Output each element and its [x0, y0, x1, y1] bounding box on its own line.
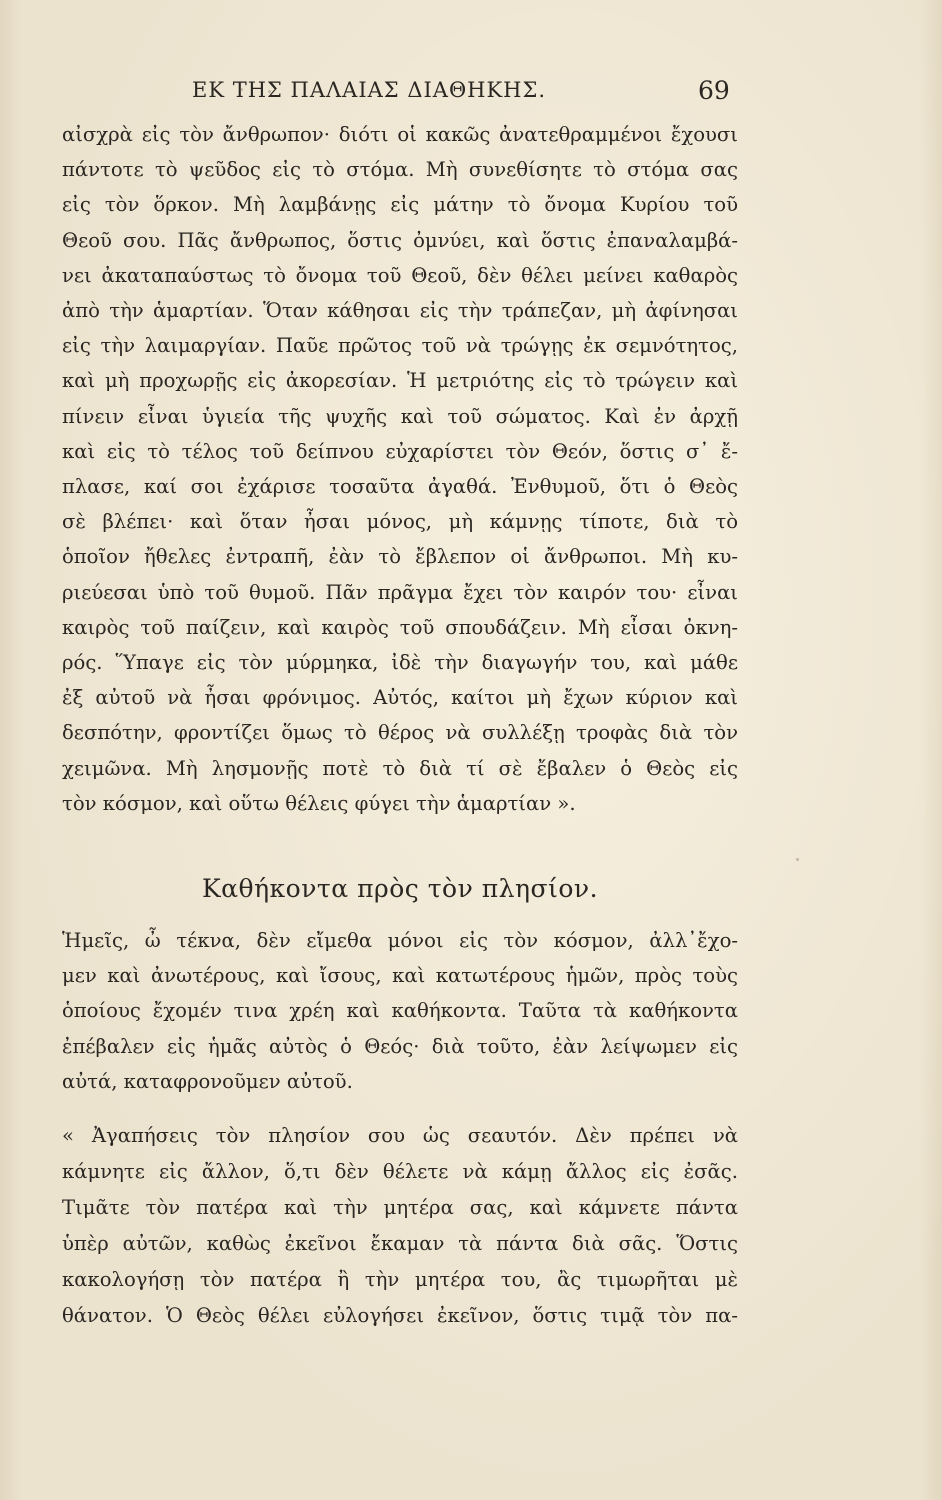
text-line: κακολογήσῃ τὸν πατέρα ἢ τὴν μητέρα του, ἂς τιμωρῆται μὲ — [62, 1268, 738, 1291]
text-line: ἐξ αὐτοῦ νὰ ἦσαι φρόνιμος. Αὐτός, καίτοι μὴ ἔχων κύριον καὶ — [62, 686, 738, 710]
paper-speck — [560, 420, 563, 423]
text-line: καὶ μὴ προχωρῇς εἰς ἀκορεσίαν. Ἡ μετριότης εἰς τὸ τρώγειν καὶ — [62, 369, 738, 393]
text-line: χειμῶνα. Μὴ λησμονῇς ποτὲ τὸ διὰ τί σὲ ἔβαλεν ὁ Θεὸς εἰς — [62, 756, 738, 780]
text-line: εἰς τὴν λαιμαργίαν. Παῦε πρῶτος τοῦ νὰ τρώγῃς ἐκ σεμνότητος, — [62, 334, 738, 358]
text-line: Ἡμεῖς, ὦ τέκνα, δὲν εἴμεθα μόνοι εἰς τὸν κόσμον, ἀλλ᾽ἔχο- — [62, 929, 738, 952]
text-line: ρός. Ὕπαγε εἰς τὸν μύρμηκα, ἰδὲ τὴν διαγωγήν του, καὶ μάθε — [62, 651, 738, 674]
section-heading-block — [62, 874, 738, 914]
text-line: μεν καὶ ἀνωτέρους, καὶ ἴσους, καὶ κατωτέρους ἡμῶν, πρὸς τοὺς — [62, 964, 738, 988]
text-line: θάνατον. Ὁ Θεὸς θέλει εὐλογήσει ἐκεῖνον, ὅστις τιμᾷ τὸν πα- — [62, 1304, 738, 1327]
running-title: ΕΚ ΤΗΣ ΠΑΛΑΙΑΣ ΔΙΑΘΗΚΗΣ. — [192, 78, 547, 102]
page-header — [62, 78, 742, 108]
text-line: καιρὸς τοῦ παίζειν, καὶ καιρὸς τοῦ σπουδάζειν. Μὴ εἶσαι ὀκνη- — [62, 615, 738, 639]
text-line: εἰς τὸν ὅρκον. Μὴ λαμβάνῃς εἰς μάτην τὸ ὄνομα Κυρίου τοῦ — [62, 193, 738, 217]
text-line: ὑπὲρ αὐτῶν, καθὼς ἐκεῖνοι ἔκαμαν τὰ πάντα διὰ σᾶς. Ὅστις — [62, 1232, 738, 1255]
text-line: πάντοτε τὸ ψεῦδος εἰς τὸ στόμα. Μὴ συνεθίσητε τὸ στόμα σας — [62, 158, 738, 182]
text-line: Θεοῦ σου. Πᾶς ἄνθρωπος, ὅστις ὀμνύει, καὶ ὅστις ἐπαναλαμβά- — [62, 228, 738, 252]
text-line: πλασε, καί σοι ἐχάρισε τοσαῦτα ἀγαθά. Ἐνθυμοῦ, ὅτι ὁ Θεὸς — [62, 475, 738, 498]
paper-speck — [268, 90, 271, 93]
text-line: ἐπέβαλεν εἰς ἡμᾶς αὐτὸς ὁ Θεός· διὰ τοῦτο, ἐὰν λείψωμεν εἰς — [62, 1034, 738, 1058]
text-line: ὁποῖον ἤθελες ἐντραπῆ, ἐὰν τὸ ἔβλεπον οἱ ἄνθρωποι. Μὴ κυ- — [62, 545, 738, 569]
text-line: κάμνητε εἰς ἄλλον, ὅ,τι δὲν θέλετε νὰ κάμῃ ἄλλος εἰς ἐσᾶς. — [62, 1160, 738, 1183]
text-line: πίνειν εἶναι ὑγιεία τῆς ψυχῆς καὶ τοῦ σώματος. Καὶ ἐν ἀρχῇ — [62, 404, 738, 428]
text-line: δεσπότην, φροντίζει ὅμως τὸ θέρος νὰ συλλέξῃ τροφὰς διὰ τὸν — [62, 721, 738, 745]
text-line: καὶ εἰς τὸ τέλος τοῦ δείπνου εὐχαρίστει τὸν Θεόν, ὅστις σ᾽ ἔ- — [62, 439, 738, 463]
page-number: 69 — [698, 76, 730, 105]
text-line: αὐτά, καταφρονοῦμεν αὐτοῦ. — [62, 1069, 353, 1093]
section-heading: Καθήκοντα πρὸς τὸν πλησίον. — [201, 874, 599, 903]
text-line: « Ἀγαπήσεις τὸν πλησίον σου ὡς σεαυτόν. Δὲν πρέπει νὰ — [62, 1124, 738, 1147]
text-line: ριεύεσαι ὑπὸ τοῦ θυμοῦ. Πᾶν πρᾶγμα ἔχει τὸν καιρόν του· εἶναι — [62, 580, 738, 604]
text-line: σὲ βλέπει· καὶ ὅταν ἦσαι μόνος, μὴ κάμνῃς τίποτε, διὰ τὸ — [62, 510, 738, 534]
paper-speck — [240, 88, 243, 91]
text-line: νει ἀκαταπαύστως τὸ ὄνομα τοῦ Θεοῦ, δὲν θέλει μείνει καθαρὸς — [62, 263, 738, 287]
text-line: Τιμᾶτε τὸν πατέρα καὶ τὴν μητέρα σας, καὶ κάμνετε πάντα — [62, 1196, 738, 1219]
text-line: ἀπὸ τὴν ἁμαρτίαν. Ὅταν κάθησαι εἰς τὴν τράπεζαν, μὴ ἀφίνησαι — [62, 299, 738, 322]
text-line: τὸν κόσμον, καὶ οὕτω θέλεις φύγει τὴν ἁμαρτίαν ». — [62, 791, 576, 815]
text-line: αἰσχρὰ εἰς τὸν ἄνθρωπον· διότι οἱ κακῶς ἀνατεθραμμένοι ἔχουσι — [62, 123, 738, 146]
paper-speck — [796, 858, 799, 861]
text-line: ὁποίους ἔχομέν τινα χρέη καὶ καθήκοντα. Ταῦτα τὰ καθήκοντα — [62, 999, 738, 1023]
